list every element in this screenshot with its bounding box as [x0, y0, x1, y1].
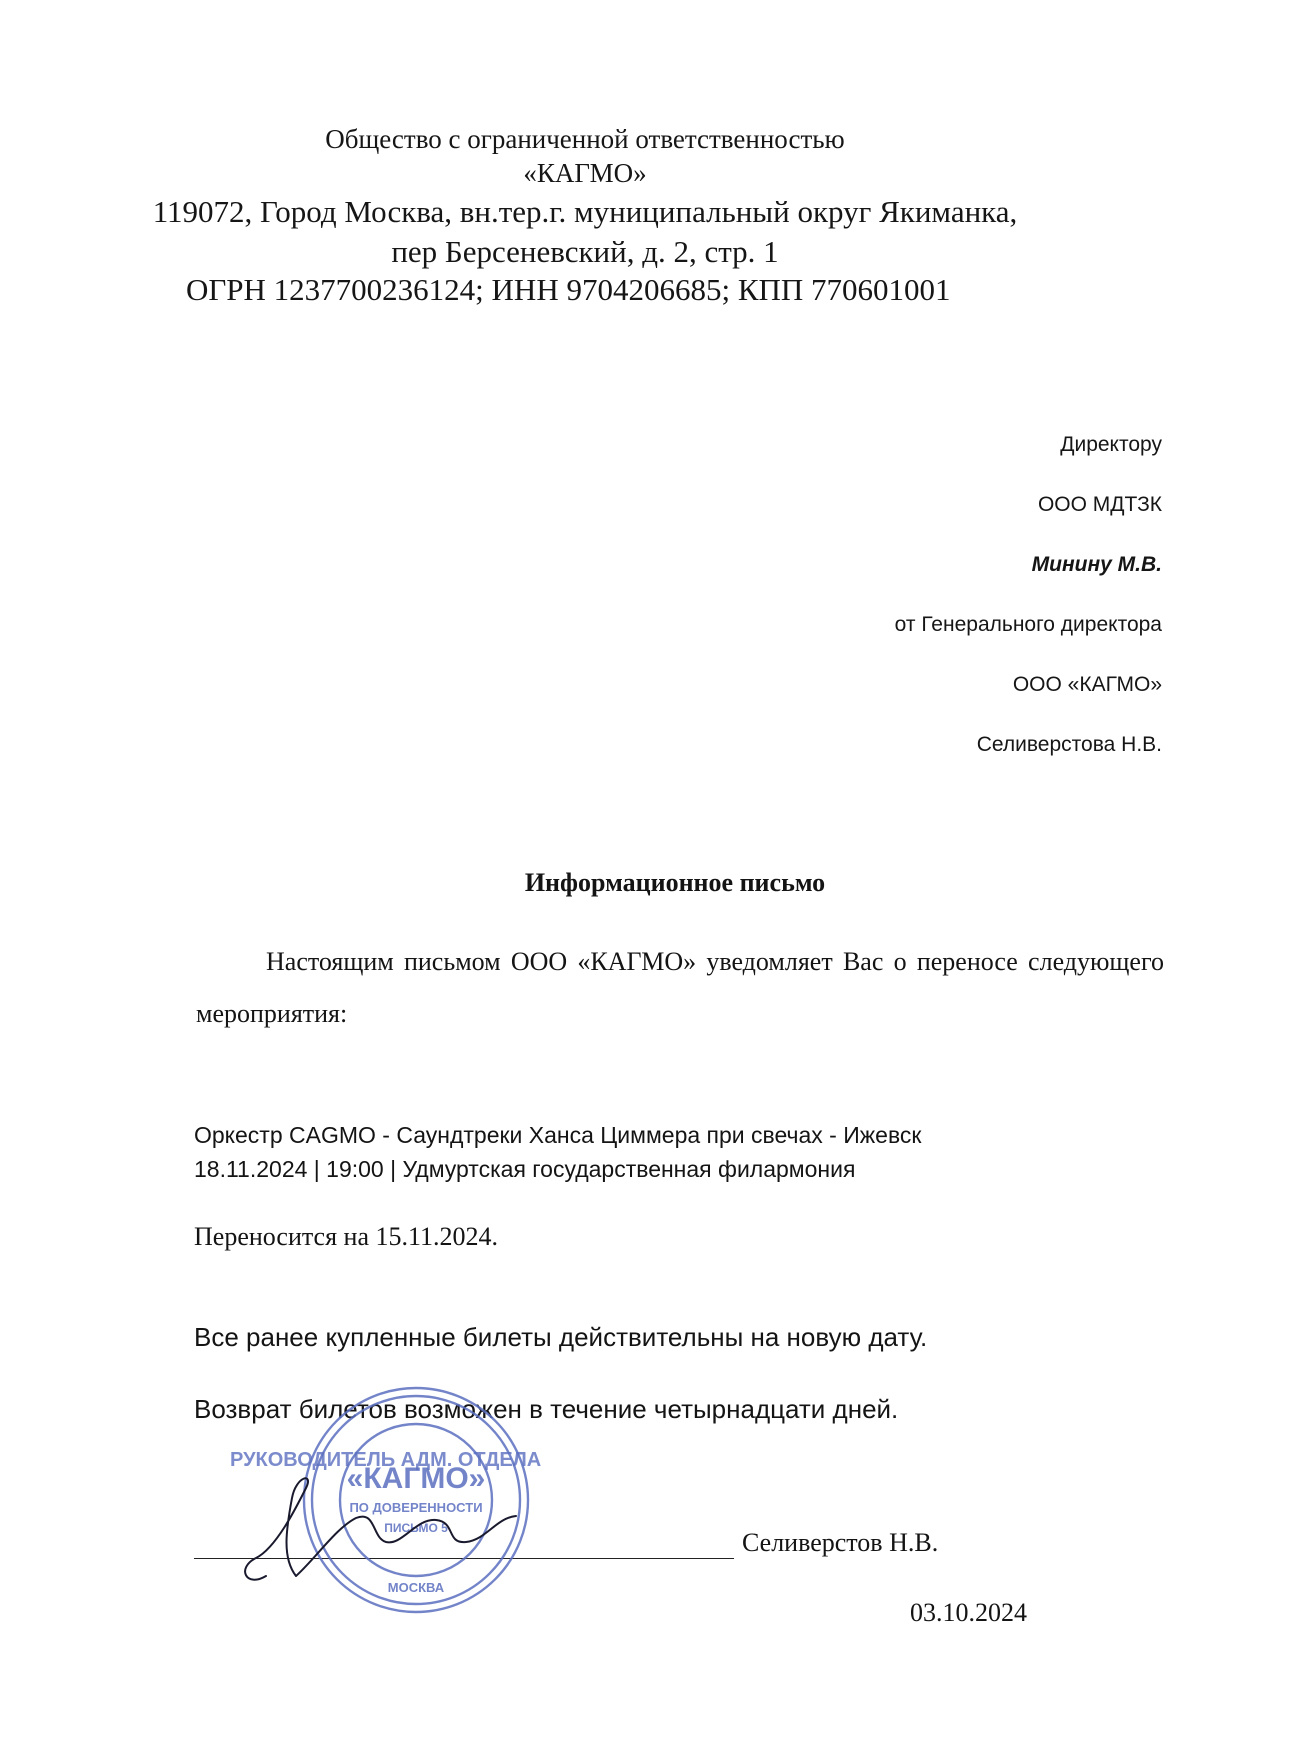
event-datetime-venue: 18.11.2024 | 19:00 | Удмуртская государственная филармония — [194, 1156, 856, 1182]
sender-name: Селиверстова Н.В. — [976, 733, 1162, 756]
stamp-center-text: «КАГМО» — [346, 1462, 486, 1495]
company-name: «КАГМО» — [523, 158, 647, 188]
stamp-line-2: ПО ДОВЕРЕННОСТИ — [349, 1500, 483, 1515]
letter-date: 03.10.2024 — [910, 1598, 1027, 1627]
company-address-line2: пер Берсеневский, д. 2, стр. 1 — [391, 234, 779, 269]
event-name: Оркестр CAGMO - Саундтреки Ханса Циммера при свечах - Ижевск — [194, 1122, 922, 1148]
new-date-notice: Переносится на 15.11.2024. — [194, 1222, 499, 1251]
refund-notice: Возврат билетов возможен в течение четырнадцати дней. — [194, 1394, 899, 1424]
recipient-title: Директору — [1060, 433, 1162, 456]
company-address-line1: 119072, Город Москва, вн.тер.г. муниципальный округ Якиманка, — [152, 194, 1018, 229]
stamp-line-4: МОСКВА — [387, 1580, 445, 1595]
sender-title: от Генерального директора — [894, 613, 1162, 636]
letter-title: Информационное письмо — [524, 868, 826, 897]
letter-intro: Настоящим письмом ООО «КАГМО» уведомляет Вас о переносе следующего мероприятия: — [196, 947, 1164, 1028]
stamp-line-3: ПИСЬМО 5 — [384, 1521, 448, 1535]
addressee-block — [895, 430, 1162, 790]
stamp-line-1: РУКОВОДИТЕЛЬ АДМ. ОТДЕЛА — [230, 1449, 542, 1471]
handwritten-signature — [226, 1458, 546, 1598]
company-legal-form: Общество с ограниченной ответственностью — [325, 124, 845, 154]
letterhead — [0, 122, 1240, 307]
recipient-name: Минину М.В. — [1031, 553, 1162, 576]
company-registration-codes: ОГРН 1237700236124; ИНН 9704206685; КПП 770601001 — [186, 272, 951, 307]
signer-name: Селиверстов Н.В. — [742, 1528, 939, 1557]
sender-org: ООО «КАГМО» — [1012, 673, 1162, 696]
tickets-valid-notice: Все ранее купленные билеты действительны на новую дату. — [194, 1322, 928, 1352]
recipient-org: ООО МДТЗК — [1037, 493, 1162, 516]
event-details — [194, 1118, 1194, 1186]
